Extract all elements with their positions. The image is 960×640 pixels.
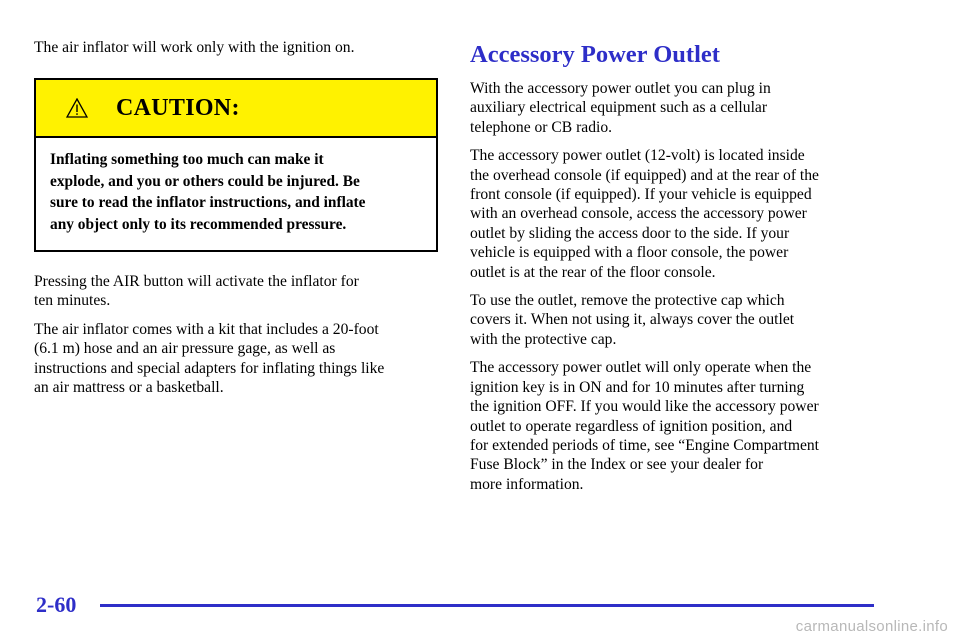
text-line: auxiliary electrical equipment such as a cellular (470, 99, 768, 117)
text-line: covers it. When not using it, always cover the outlet (470, 311, 795, 329)
text-line: ten minutes. (34, 292, 111, 310)
caution-title: CAUTION: (116, 94, 240, 121)
text-line: an air mattress or a basketball. (34, 379, 224, 397)
warning-triangle-icon (66, 98, 88, 118)
text-line: with an overhead console, access the accessory power (470, 205, 807, 223)
text-line: The accessory power outlet will only operate when the (470, 359, 812, 377)
text-line: instructions and special adapters for inflating things like (34, 359, 385, 377)
text-line: To use the outlet, remove the protective cap which (470, 292, 785, 310)
caution-line: any object only to its recommended pressure. (50, 215, 347, 233)
caution-box (34, 78, 438, 252)
text-line: (6.1 m) hose and an air pressure gage, as well as (34, 340, 336, 358)
text-line: The air inflator comes with a kit that includes a 20‑foot (34, 320, 379, 338)
footer-divider (100, 604, 874, 607)
outlet-location-paragraph (470, 146, 875, 282)
caution-line: sure to read the inflator instructions, and inflate (50, 194, 366, 212)
caution-body (36, 138, 436, 250)
text-line: the overhead console (if equipped) and at the rear of the (470, 166, 819, 184)
text-line: front console (if equipped). If your vehicle is equipped (470, 186, 812, 204)
outlet-intro-paragraph (470, 79, 875, 137)
caution-header (36, 80, 436, 138)
text-line: The accessory power outlet (12‑volt) is located inside (470, 147, 805, 165)
intro-paragraph: The air inflator will work only with the ignition on. (34, 39, 355, 56)
text-line: vehicle is equipped with a floor console, the power (470, 244, 789, 262)
text-line: for extended periods of time, see “Engine Compartment (470, 436, 820, 454)
air-button-paragraph (34, 272, 442, 311)
text-line: outlet by sliding the access door to the side. If your (470, 224, 790, 242)
text-line: ignition key is in ON and for 10 minutes after turning (470, 378, 805, 396)
text-line: the ignition OFF. If you would like the accessory power (470, 398, 819, 416)
right-column (470, 40, 875, 503)
text-line: Pressing the AIR button will activate the inflator for (34, 273, 359, 291)
text-line: telephone or CB radio. (470, 118, 613, 136)
outlet-operation-paragraph (470, 358, 875, 494)
text-line: outlet is at the rear of the floor console. (470, 263, 716, 281)
text-line: Fuse Block” in the Index or see your dealer for (470, 456, 764, 474)
inflator-kit-paragraph (34, 320, 442, 398)
caution-text (50, 149, 422, 235)
text-line: With the accessory power outlet you can plug in (470, 80, 771, 97)
left-column (34, 38, 442, 406)
outlet-usage-paragraph (470, 291, 875, 349)
text-line: outlet to operate regardless of ignition position, and (470, 417, 793, 435)
section-heading: Accessory Power Outlet (470, 41, 720, 68)
page-number: 2-60 (36, 592, 77, 617)
caution-line: Inflating something too much can make it (50, 151, 324, 169)
inflator-paragraphs (34, 272, 442, 397)
text-line: more information. (470, 475, 584, 493)
caution-line: explode, and you or others could be injured. Be (50, 172, 360, 190)
watermark: carmanualsonline.info (795, 618, 948, 635)
text-line: with the protective cap. (470, 330, 617, 348)
